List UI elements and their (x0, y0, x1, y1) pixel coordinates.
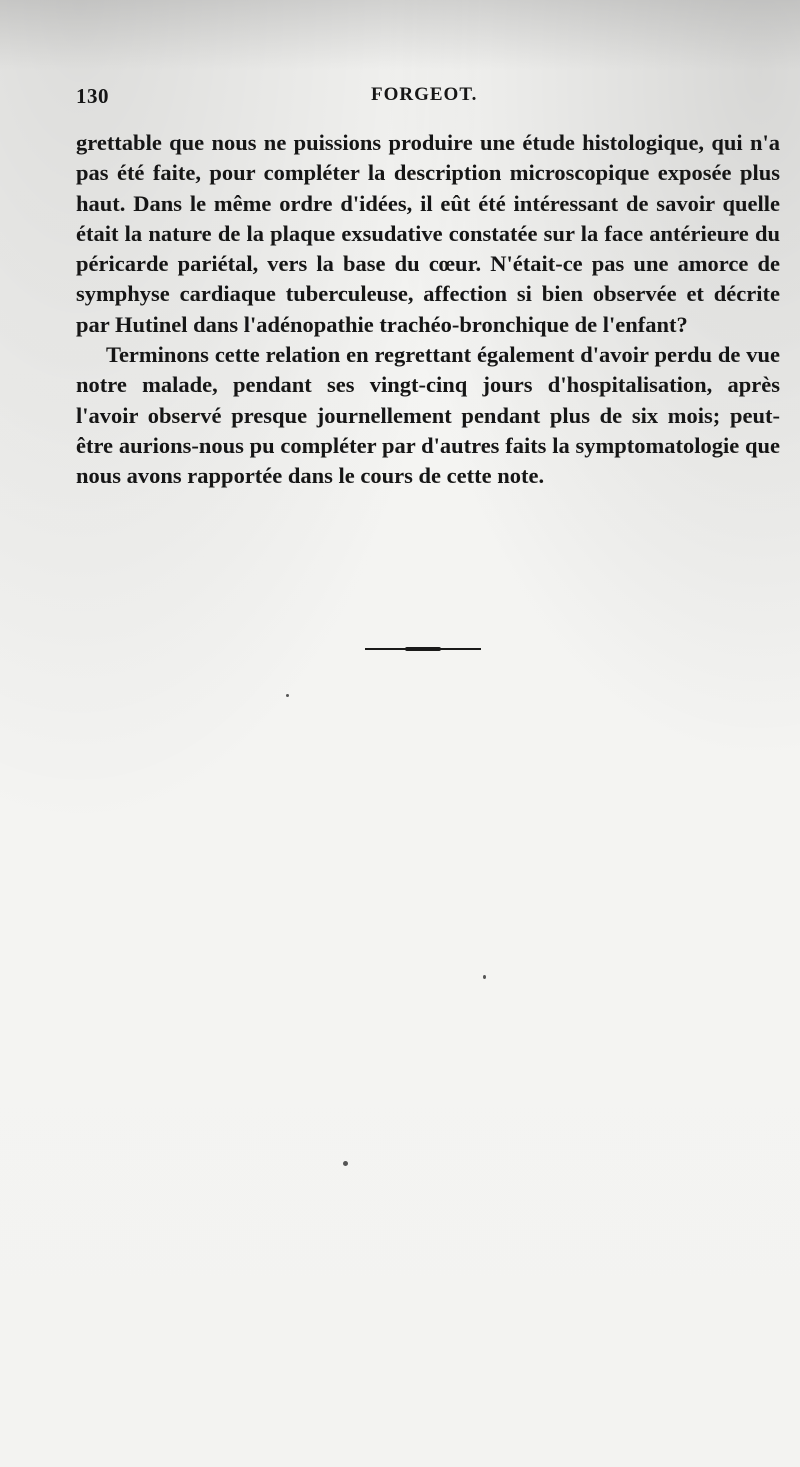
scan-speck (343, 1161, 348, 1166)
closing-rule (365, 648, 481, 650)
body-text (76, 128, 780, 492)
running-head (76, 84, 780, 114)
paragraph-2: Terminons cette relation en regrettant également d'avoir perdu de vue notre malade, pendant ses vingt-cinq jours d'hospitalisation, après l'avoir observé presque journellement pendant plus de six mois; peut-être aurions-nous pu compléter par d'autres faits la symptomatologie que nous avons rapportée dans le cours de cette note. (76, 342, 780, 489)
scan-shadow (0, 0, 800, 70)
page-number: 130 (76, 84, 109, 108)
paragraph-1: grettable que nous ne puissions produire une étude histologique, qui n'a pas été faite, pour compléter la description microscopique exposée plus haut. Dans le même ordre d'idées, il eût été intéressant de savoir quelle était la nature de la plaque exsudative constatée sur la face antérieure du péricarde pariétal, vers la base du cœur. N'était-ce pas une amorce de symphyse cardiaque tuberculeuse, affection si bien observée et décrite par Hutinel dans l'adénopathie trachéo-bronchique de l'enfant? (76, 130, 780, 337)
scan-speck (286, 694, 289, 697)
scan-speck (483, 975, 486, 979)
running-title: FORGEOT. (371, 84, 478, 105)
